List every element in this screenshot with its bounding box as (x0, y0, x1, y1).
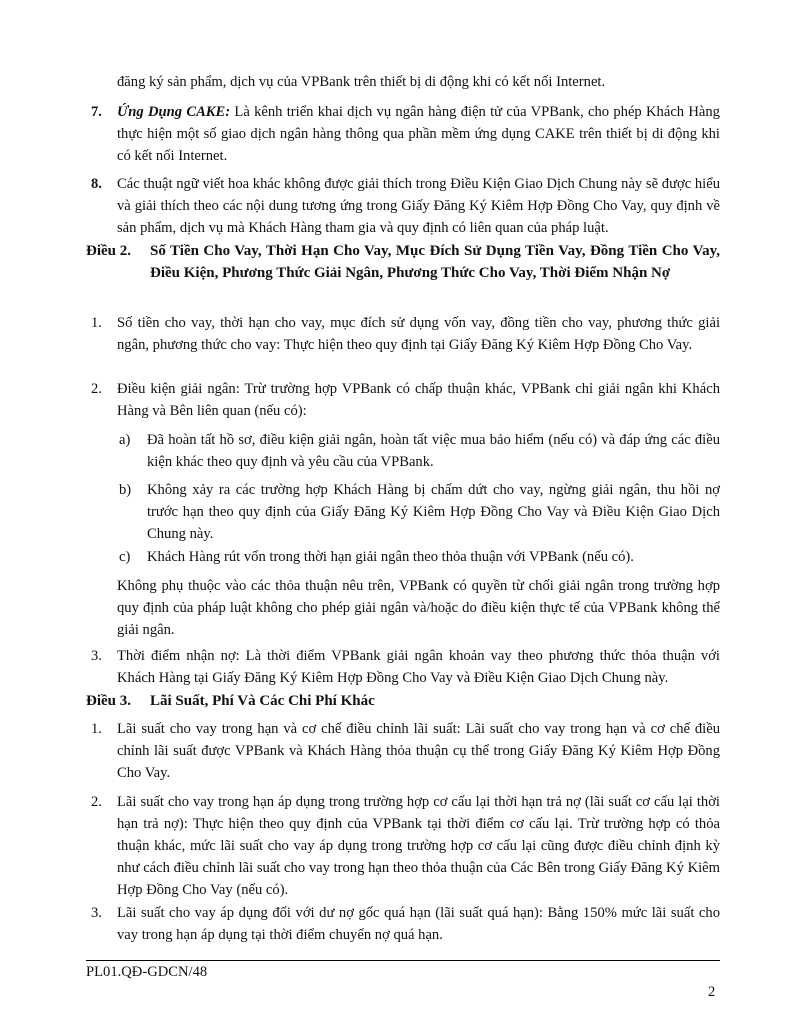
list-item: Số tiền cho vay, thời hạn cho vay, mục đích sử dụng vốn vay, đồng tiền cho vay, phương thức giải ngân, phương thức cho vay: Thực hiện theo quy định tại Giấy Đăng Ký Kiêm Hợp Đồng Cho Vay. (117, 315, 720, 353)
sublist-item: Khách Hàng rút vốn trong thời hạn giải ngân theo thỏa thuận với VPBank (nếu có). (147, 549, 634, 565)
list-number: 1. (91, 315, 102, 331)
item-closing-paragraph: Không phụ thuộc vào các thỏa thuận nêu trên, VPBank có quyền từ chối giải ngân trong trường hợp quy định của pháp luật không cho phép giải ngân và/hoặc do điều kiện thực tế của VPBank không thể giải ngân. (117, 578, 720, 638)
page-number: 2 (708, 984, 716, 1000)
sublist-letter: a) (119, 432, 131, 448)
list-item: Thời điểm nhận nợ: Là thời điểm VPBank giải ngân khoản vay theo phương thức thỏa thuận với Khách Hàng tại Giấy Đăng Ký Kiêm Hợp Đồng Cho Vay và Điều Kiện Giao Dịch Chung này. (117, 648, 720, 686)
definition-number: 8. (91, 176, 102, 192)
definition-text: Là kênh triển khai dịch vụ ngân hàng điện tử của VPBank, cho phép Khách Hàng thực hiện một số giao dịch ngân hàng thông qua phần mềm ứng dụng CAKE trên thiết bị di động khi có kết nối Internet. (117, 104, 720, 164)
list-number: 3. (91, 648, 102, 664)
list-item: Điều kiện giải ngân: Trừ trường hợp VPBank có chấp thuận khác, VPBank chỉ giải ngân khi Khách Hàng và Bên liên quan (nếu có): (117, 381, 720, 419)
definition-term: Ứng Dụng CAKE: (117, 104, 231, 120)
intro-continuation: đăng ký sản phẩm, dịch vụ của VPBank trên thiết bị di động khi có kết nối Internet. (117, 74, 606, 90)
article-label: Điều 2. (86, 243, 131, 259)
definition-item (117, 101, 720, 167)
footer-document-code: PL01.QĐ-GDCN/48 (86, 964, 208, 980)
list-number: 3. (91, 905, 102, 921)
list-number: 2. (91, 794, 102, 810)
sublist-item: Không xảy ra các trường hợp Khách Hàng bị chấm dứt cho vay, ngừng giải ngân, thu hồi nợ trước hạn theo quy định của Giấy Đăng Ký Kiêm Hợp Đồng Cho Vay và Điều Kiện Giao Dịch Chung này. (147, 482, 720, 542)
list-item: Lãi suất cho vay áp dụng đối với dư nợ gốc quá hạn (lãi suất quá hạn): Bằng 150% mức lãi suất cho vay trong hạn áp dụng tại thời điểm chuyển nợ quá hạn. (117, 905, 720, 943)
sublist-letter: c) (119, 549, 131, 565)
list-number: 1. (91, 721, 102, 737)
article-label: Điều 3. (86, 693, 131, 709)
list-item: Lãi suất cho vay trong hạn áp dụng trong trường hợp cơ cấu lại thời hạn trả nợ (lãi suất cơ cấu lại thời hạn trả nợ): Thực hiện theo quy định của VPBank tại thời điểm cơ cấu lại. Trừ trường hợp có thỏa thuận khác, mức lãi suất cho vay áp dụng trong trường hợp cơ cấu lại cũng được điều chỉnh định kỳ như cách điều chỉnh lãi suất cho vay trong hạn theo thỏa thuận của Các Bên trong Giấy Đăng Ký Kiêm Hợp Đồng Cho Vay (nếu có). (117, 794, 720, 898)
sublist-letter: b) (119, 482, 132, 498)
definition-item (117, 173, 720, 239)
list-number: 2. (91, 381, 102, 397)
sublist-item: Đã hoàn tất hồ sơ, điều kiện giải ngân, hoàn tất việc mua bảo hiểm (nếu có) và đáp ứng các điều kiện khác theo quy định và yêu cầu của VPBank. (147, 432, 720, 470)
list-item: Lãi suất cho vay trong hạn và cơ chế điều chỉnh lãi suất: Lãi suất cho vay trong hạn và cơ chế điều chỉnh lãi suất được VPBank và Khách Hàng thỏa thuận cụ thể trong Giấy Đăng Ký Kiêm Hợp Đồng Cho Vay. (117, 721, 720, 781)
definition-number: 7. (91, 104, 102, 120)
article-title: Lãi Suất, Phí Và Các Chi Phí Khác (150, 693, 375, 709)
definition-text: Các thuật ngữ viết hoa khác không được giải thích trong Điều Kiện Giao Dịch Chung này sẽ được hiểu và giải thích theo các nội dung tương ứng trong Giấy Đăng Ký Kiêm Hợp Đồng Cho Vay, quy định về sản phẩm, dịch vụ mà Khách Hàng tham gia và quy định có liên quan của pháp luật. (117, 176, 720, 236)
article-title: Số Tiền Cho Vay, Thời Hạn Cho Vay, Mục Đích Sử Dụng Tiền Vay, Đồng Tiền Cho Vay, Điều Kiện, Phương Thức Giải Ngân, Phương Thức Cho Vay, Thời Điểm Nhận Nợ (150, 243, 720, 281)
footer-divider (86, 960, 720, 961)
